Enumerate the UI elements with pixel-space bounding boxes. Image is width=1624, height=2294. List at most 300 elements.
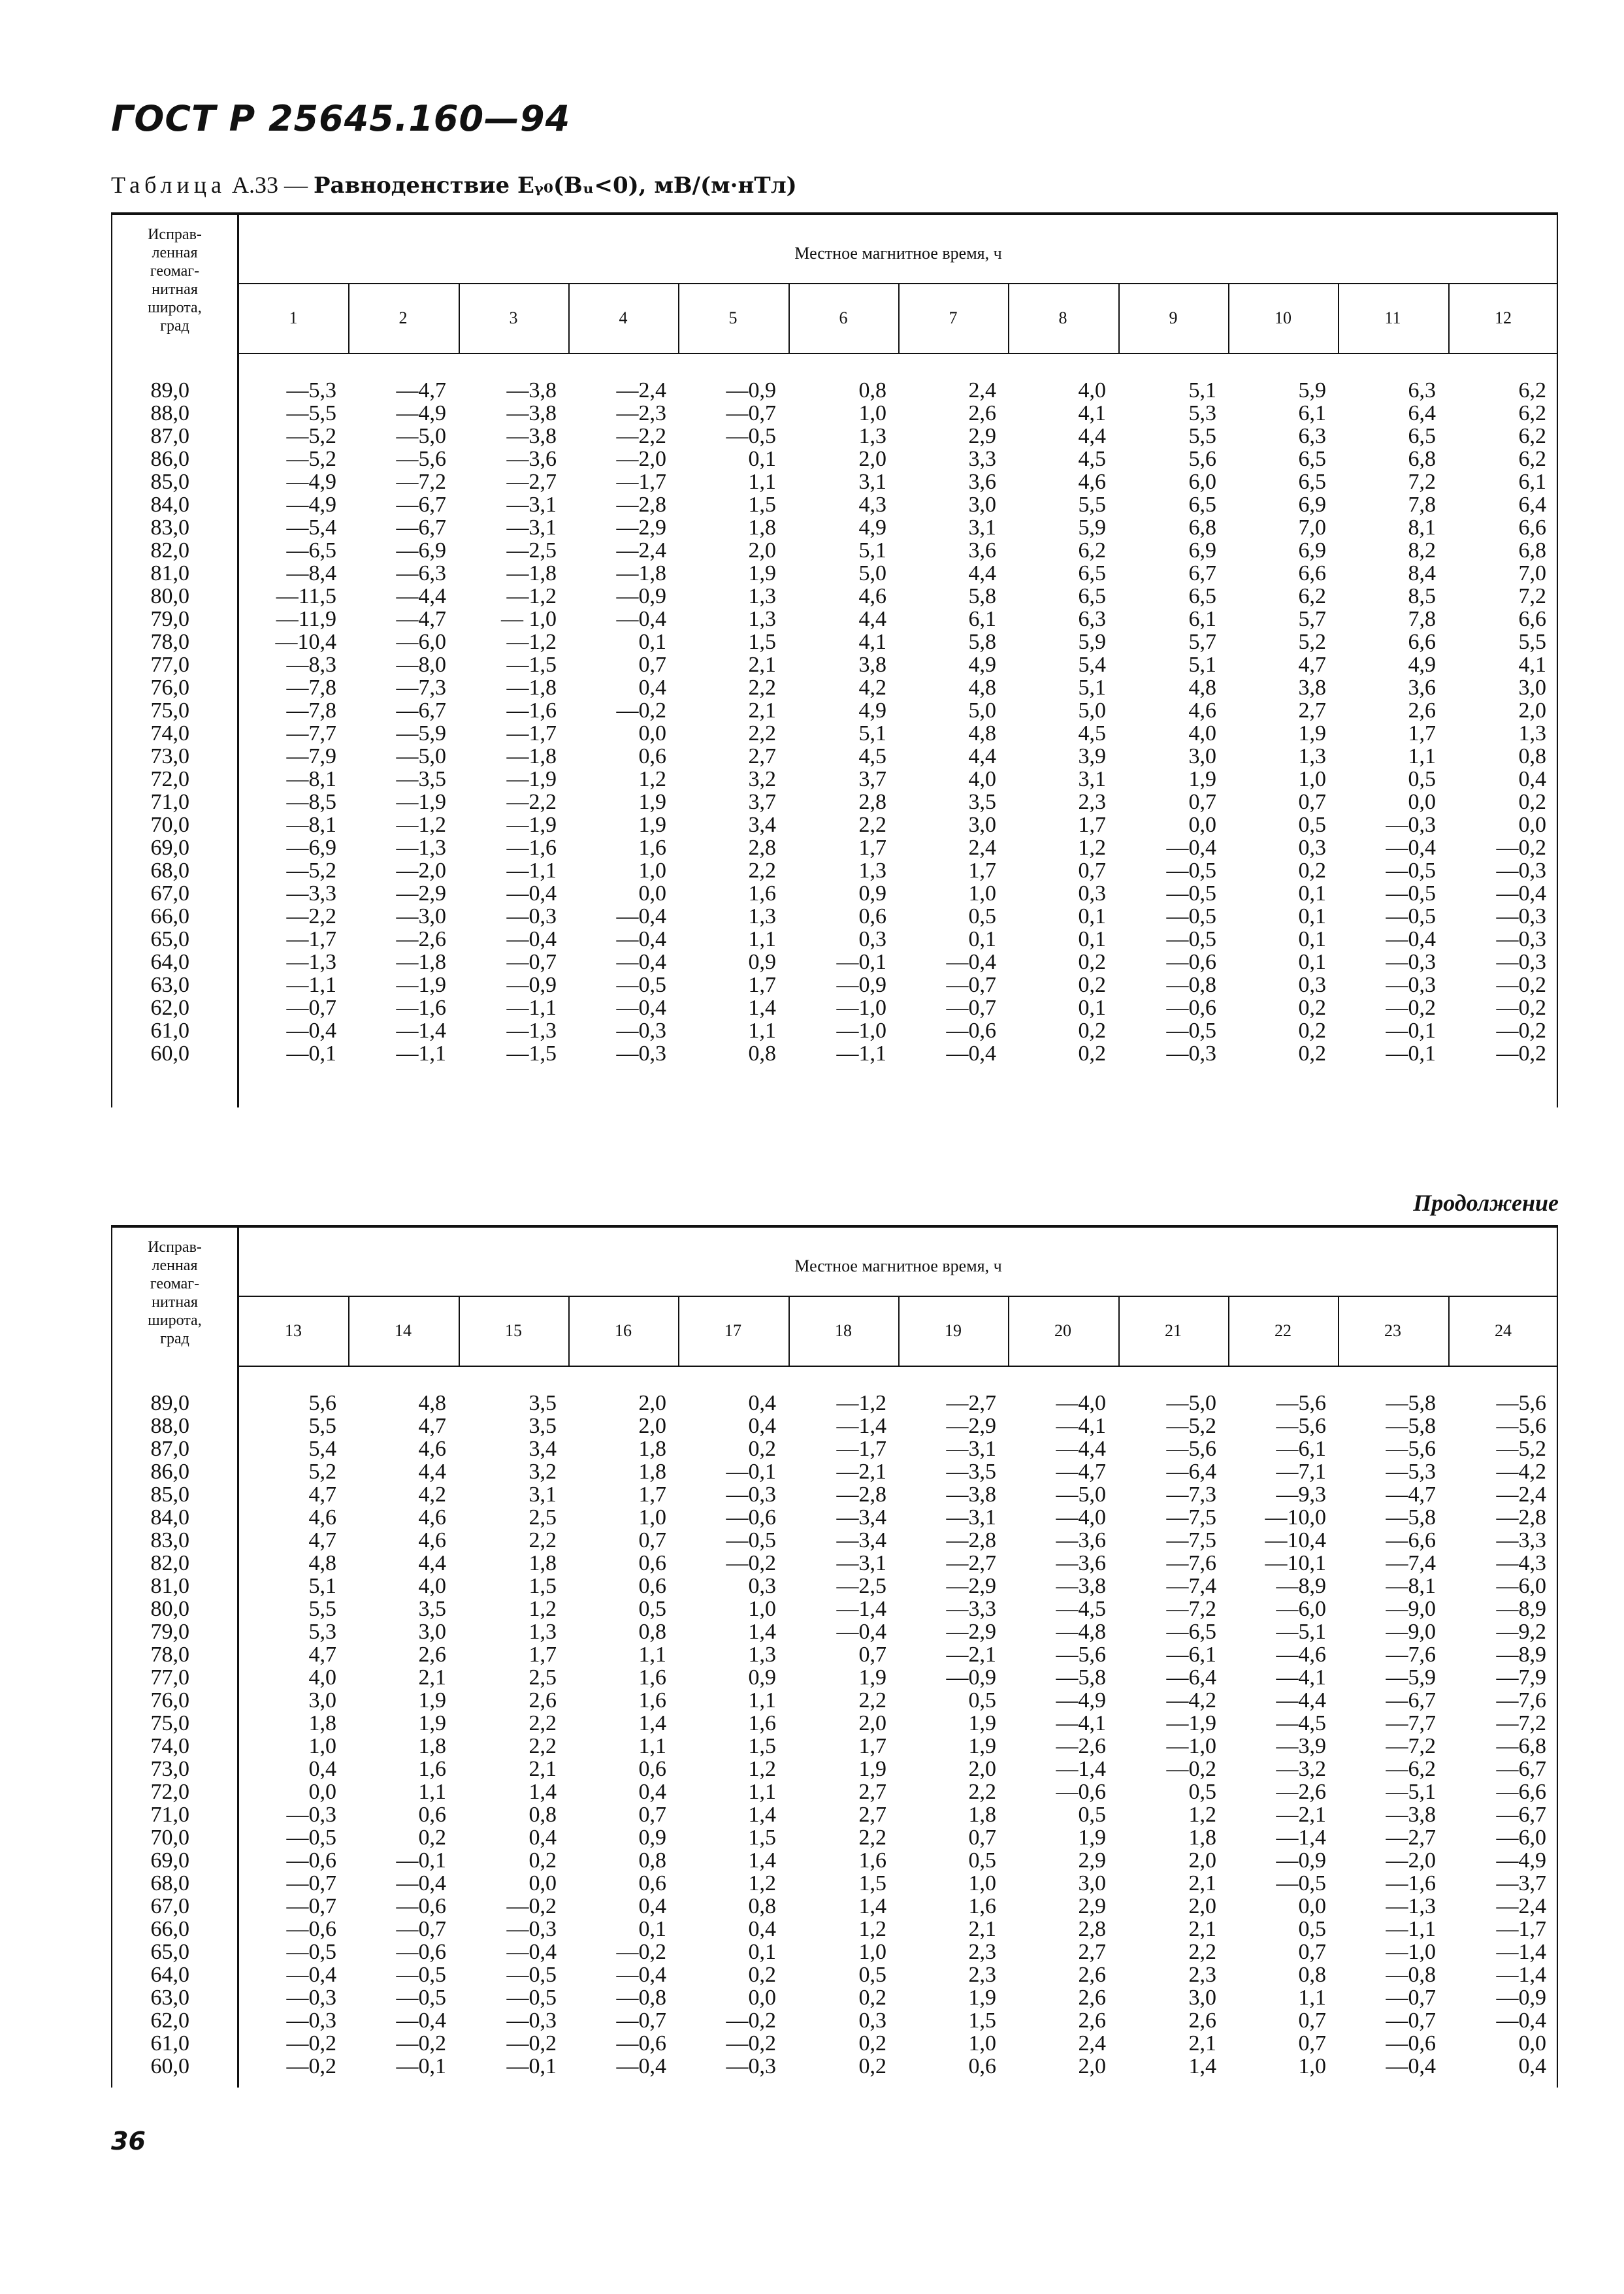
- value-cell: —0,2: [616, 1940, 666, 1964]
- value-column-hour-4: [568, 379, 666, 1065]
- value-cell: 0,2: [528, 1848, 557, 1873]
- value-cell: —1,9: [506, 767, 557, 791]
- value-cell: 6,4: [1408, 401, 1436, 425]
- hour-header-1: 1: [289, 308, 298, 327]
- value-cell: 1,8: [528, 1551, 557, 1575]
- value-cell: 1,2: [748, 1871, 776, 1895]
- value-cell: —0,3: [1496, 904, 1546, 928]
- value-cell: 7,0: [1518, 561, 1546, 585]
- value-cell: —4,2: [1496, 1460, 1546, 1484]
- value-cell: 0,7: [1078, 859, 1106, 883]
- value-cell: 0,1: [1078, 927, 1106, 951]
- value-cell: 5,0: [858, 561, 886, 585]
- value-cell: 2,8: [748, 836, 776, 860]
- value-cell: 2,3: [968, 1963, 996, 1987]
- hour-header-7: 7: [949, 308, 958, 327]
- value-cell: 5,6: [1188, 447, 1216, 471]
- value-cell: 1,1: [748, 1780, 776, 1804]
- value-cell: 1,4: [748, 1620, 776, 1644]
- value-cell: —4,0: [1056, 1505, 1106, 1530]
- value-cell: 1,3: [748, 904, 776, 928]
- hour-header-11: 11: [1384, 308, 1401, 327]
- value-cell: 0,4: [748, 1391, 776, 1415]
- value-cell: —0,9: [506, 973, 557, 997]
- value-cell: —3,3: [1496, 1528, 1546, 1552]
- value-cell: 6,8: [1188, 516, 1216, 540]
- latitude-cell: 61,0: [150, 1019, 189, 1043]
- value-cell: 5,1: [1188, 653, 1216, 677]
- value-cell: —0,3: [286, 2008, 336, 2033]
- value-cell: 5,5: [308, 1597, 336, 1621]
- value-cell: —0,3: [726, 2054, 776, 2078]
- value-cell: 1,9: [1298, 721, 1326, 746]
- table-right-rule: [1557, 1225, 1558, 2088]
- value-cell: —3,8: [506, 424, 557, 448]
- value-cell: —1,0: [836, 1019, 886, 1043]
- value-cell: —1,7: [1496, 1917, 1546, 1941]
- value-cell: 0,2: [748, 1963, 776, 1987]
- value-cell: —0,6: [1166, 950, 1216, 974]
- latitude-cell: 66,0: [150, 904, 189, 928]
- value-cell: —3,1: [506, 493, 557, 517]
- value-cell: 1,4: [748, 1848, 776, 1873]
- value-cell: —1,9: [396, 790, 446, 814]
- value-cell: —0,1: [726, 1460, 776, 1484]
- value-cell: 0,3: [1298, 836, 1326, 860]
- value-cell: 2,4: [1078, 2031, 1106, 2056]
- value-cell: 1,7: [1408, 721, 1436, 746]
- value-cell: 0,4: [748, 1414, 776, 1438]
- value-cell: —3,4: [836, 1505, 886, 1530]
- value-cell: 2,2: [858, 813, 886, 837]
- value-cell: 1,3: [858, 424, 886, 448]
- value-cell: 1,8: [308, 1711, 336, 1735]
- header-bottom-rule: [238, 1366, 1558, 1367]
- value-cell: 5,5: [1078, 493, 1106, 517]
- value-cell: 1,9: [968, 1986, 996, 2010]
- value-cell: 6,3: [1078, 607, 1106, 631]
- value-cell: 0,6: [968, 2054, 996, 2078]
- caption-prefix: Таблица: [111, 172, 226, 198]
- value-cell: 6,3: [1298, 424, 1326, 448]
- value-cell: 0,8: [858, 378, 886, 402]
- value-cell: —0,7: [616, 2008, 666, 2033]
- value-cell: 1,2: [1078, 836, 1106, 860]
- value-cell: 1,4: [528, 1780, 557, 1804]
- value-cell: 2,3: [1078, 790, 1106, 814]
- hour-header-24: 24: [1495, 1321, 1512, 1340]
- hour-header-13: 13: [285, 1321, 302, 1340]
- value-cell: —5,0: [1166, 1391, 1216, 1415]
- value-cell: —0,7: [286, 1871, 336, 1895]
- caption-title: Равноденствие Eᵧ₀(Bᵤ<0), мВ/(м·нТл): [313, 172, 797, 199]
- value-cell: —6,4: [1166, 1665, 1216, 1690]
- value-cell: —2,6: [396, 927, 446, 951]
- latitude-cell: 64,0: [150, 950, 189, 974]
- value-column-hour-16: [568, 1392, 666, 2078]
- value-cell: —2,2: [286, 904, 336, 928]
- value-cell: —2,8: [1496, 1505, 1546, 1530]
- value-cell: 2,1: [1188, 2031, 1216, 2056]
- value-cell: 1,1: [1298, 1986, 1326, 2010]
- value-cell: —0,3: [1496, 950, 1546, 974]
- value-cell: 0,1: [638, 630, 666, 654]
- value-cell: — 1,0: [501, 607, 557, 631]
- value-cell: 0,6: [638, 1871, 666, 1895]
- value-cell: 2,4: [968, 378, 996, 402]
- latitude-values: [111, 379, 189, 1065]
- value-cell: —3,9: [1276, 1734, 1326, 1758]
- value-cell: 7,2: [1518, 584, 1546, 608]
- value-cell: —6,1: [1276, 1437, 1326, 1461]
- value-column-hour-9: [1118, 379, 1216, 1065]
- value-cell: 0,6: [638, 744, 666, 768]
- value-cell: —7,2: [1496, 1711, 1546, 1735]
- value-cell: —0,2: [1386, 996, 1436, 1020]
- value-cell: —7,4: [1166, 1574, 1216, 1598]
- latitude-cell: 67,0: [150, 881, 189, 906]
- latitude-cell: 86,0: [150, 1460, 189, 1484]
- value-cell: 6,2: [1518, 424, 1546, 448]
- value-cell: 0,5: [1298, 1917, 1326, 1941]
- value-cell: —2,9: [946, 1620, 996, 1644]
- value-cell: 1,9: [748, 561, 776, 585]
- value-cell: 0,4: [638, 1894, 666, 1918]
- value-cell: —0,3: [506, 1917, 557, 1941]
- value-cell: 1,3: [748, 1643, 776, 1667]
- value-cell: 5,1: [1188, 378, 1216, 402]
- value-cell: —6,7: [396, 516, 446, 540]
- value-cell: —5,6: [1166, 1437, 1216, 1461]
- value-cell: —4,0: [1056, 1391, 1106, 1415]
- value-cell: —0,2: [1496, 973, 1546, 997]
- value-cell: —0,3: [506, 2008, 557, 2033]
- value-cell: —3,4: [836, 1528, 886, 1552]
- value-cell: —0,3: [1386, 973, 1436, 997]
- value-cell: 5,1: [858, 538, 886, 563]
- value-cell: —8,0: [396, 653, 446, 677]
- hour-header-12: 12: [1495, 308, 1512, 327]
- hour-header-8: 8: [1058, 308, 1067, 327]
- value-column-hour-20: [1008, 1392, 1106, 2078]
- value-cell: —2,7: [506, 470, 557, 494]
- latitude-cell: 79,0: [150, 1620, 189, 1644]
- value-cell: —4,9: [396, 401, 446, 425]
- value-cell: —6,3: [396, 561, 446, 585]
- value-cell: —8,5: [286, 790, 336, 814]
- value-cell: —8,3: [286, 653, 336, 677]
- value-cell: —0,4: [506, 927, 557, 951]
- value-cell: 3,0: [308, 1688, 336, 1712]
- value-cell: 6,5: [1188, 584, 1216, 608]
- value-column-hour-12: [1448, 379, 1546, 1065]
- value-cell: 0,5: [1298, 813, 1326, 837]
- value-cell: —2,9: [946, 1574, 996, 1598]
- value-cell: —3,1: [946, 1505, 996, 1530]
- value-cell: 0,7: [1298, 2008, 1326, 2033]
- value-cell: 8,5: [1408, 584, 1436, 608]
- value-cell: 6,6: [1298, 561, 1326, 585]
- latitude-cell: 61,0: [150, 2031, 189, 2056]
- value-column-hour-8: [1008, 379, 1106, 1065]
- latitude-cell: 89,0: [150, 378, 189, 402]
- value-cell: 0,6: [638, 1551, 666, 1575]
- value-cell: 4,0: [1188, 721, 1216, 746]
- value-cell: —0,7: [286, 996, 336, 1020]
- value-cell: 2,3: [1188, 1963, 1216, 1987]
- value-cell: 1,3: [1518, 721, 1546, 746]
- value-cell: 3,7: [748, 790, 776, 814]
- value-cell: —2,8: [946, 1528, 996, 1552]
- value-cell: 0,1: [638, 1917, 666, 1941]
- value-cell: 4,8: [418, 1391, 446, 1415]
- value-cell: 5,0: [968, 698, 996, 723]
- value-cell: —5,9: [396, 721, 446, 746]
- latitude-header-line: ленная: [152, 1257, 198, 1274]
- hour-header-5: 5: [728, 308, 738, 327]
- value-cell: 4,9: [968, 653, 996, 677]
- hour-header-6: 6: [839, 308, 848, 327]
- value-cell: —4,7: [396, 378, 446, 402]
- value-cell: 5,5: [308, 1414, 336, 1438]
- value-cell: 0,1: [1078, 996, 1106, 1020]
- latitude-cell: 72,0: [150, 767, 189, 791]
- value-cell: 3,5: [528, 1414, 557, 1438]
- latitude-cell: 85,0: [150, 470, 189, 494]
- value-cell: —7,2: [1166, 1597, 1216, 1621]
- value-cell: 2,1: [528, 1757, 557, 1781]
- value-column-hour-10: [1228, 379, 1326, 1065]
- value-cell: —8,4: [286, 561, 336, 585]
- value-cell: —9,0: [1386, 1620, 1436, 1644]
- value-cell: 7,0: [1298, 516, 1326, 540]
- value-cell: 2,6: [968, 401, 996, 425]
- data-table-hours-13-24: [111, 1225, 1558, 2088]
- value-cell: 4,5: [858, 744, 886, 768]
- value-cell: —1,7: [616, 470, 666, 494]
- value-cell: 2,7: [748, 744, 776, 768]
- latitude-cell: 62,0: [150, 996, 189, 1020]
- value-cell: —1,0: [836, 996, 886, 1020]
- value-cell: —2,7: [1386, 1826, 1436, 1850]
- value-cell: 3,6: [968, 470, 996, 494]
- latitude-cell: 73,0: [150, 1757, 189, 1781]
- value-cell: —1,6: [1386, 1871, 1436, 1895]
- value-cell: 1,0: [968, 2031, 996, 2056]
- value-cell: —3,6: [506, 447, 557, 471]
- latitude-cell: 60,0: [150, 1041, 189, 1066]
- latitude-cell: 82,0: [150, 1551, 189, 1575]
- value-cell: 2,2: [528, 1734, 557, 1758]
- value-cell: —0,3: [616, 1019, 666, 1043]
- value-cell: 2,0: [1188, 1894, 1216, 1918]
- value-cell: —2,0: [1386, 1848, 1436, 1873]
- value-cell: 3,0: [1188, 744, 1216, 768]
- latitude-header-line: ленная: [152, 244, 198, 261]
- value-cell: —0,3: [506, 904, 557, 928]
- value-cell: —0,4: [616, 607, 666, 631]
- value-column-hour-13: [238, 1392, 336, 2078]
- value-cell: —2,3: [616, 401, 666, 425]
- value-cell: —0,5: [726, 1528, 776, 1552]
- value-cell: —2,9: [616, 516, 666, 540]
- value-cell: —0,3: [1496, 927, 1546, 951]
- value-cell: 1,0: [638, 1505, 666, 1530]
- value-cell: —0,7: [396, 1917, 446, 1941]
- value-cell: —0,5: [1386, 859, 1436, 883]
- latitude-cell: 76,0: [150, 676, 189, 700]
- value-cell: 6,2: [1518, 401, 1546, 425]
- value-cell: —5,6: [1056, 1643, 1106, 1667]
- value-cell: —2,5: [506, 538, 557, 563]
- value-cell: 3,0: [1078, 1871, 1106, 1895]
- value-cell: 2,6: [1078, 2008, 1106, 2033]
- value-cell: 0,9: [858, 881, 886, 906]
- value-cell: 0,6: [638, 1574, 666, 1598]
- value-cell: 6,9: [1188, 538, 1216, 563]
- value-cell: 7,8: [1408, 493, 1436, 517]
- latitude-cell: 89,0: [150, 1391, 189, 1415]
- value-cell: 1,3: [858, 859, 886, 883]
- value-cell: 1,5: [748, 493, 776, 517]
- latitude-cell: 87,0: [150, 1437, 189, 1461]
- latitude-cell: 63,0: [150, 973, 189, 997]
- value-cell: —5,3: [286, 378, 336, 402]
- value-cell: —0,4: [616, 950, 666, 974]
- value-cell: 5,1: [858, 721, 886, 746]
- value-cell: —8,1: [1386, 1574, 1436, 1598]
- value-cell: —0,3: [1386, 813, 1436, 837]
- value-cell: —0,6: [396, 1894, 446, 1918]
- value-cell: 4,9: [858, 698, 886, 723]
- value-cell: 0,2: [1078, 1019, 1106, 1043]
- value-cell: —0,7: [946, 973, 996, 997]
- value-cell: —7,2: [1386, 1734, 1436, 1758]
- value-cell: —1,8: [396, 950, 446, 974]
- value-cell: 1,2: [1188, 1803, 1216, 1827]
- value-cell: 1,9: [858, 1757, 886, 1781]
- table-top-rule: [111, 1225, 1558, 1228]
- value-cell: —5,2: [286, 447, 336, 471]
- value-cell: —2,7: [946, 1391, 996, 1415]
- value-cell: —0,5: [1166, 927, 1216, 951]
- value-cell: —4,7: [1056, 1460, 1106, 1484]
- value-cell: 0,0: [1518, 813, 1546, 837]
- value-cell: 0,9: [638, 1826, 666, 1850]
- value-column-hour-5: [678, 379, 776, 1065]
- value-cell: 1,0: [1298, 767, 1326, 791]
- value-cell: 2,8: [1078, 1917, 1106, 1941]
- value-cell: —5,6: [396, 447, 446, 471]
- latitude-column-header: [111, 1238, 238, 1348]
- value-cell: —6,0: [1496, 1574, 1546, 1598]
- value-cell: —2,7: [946, 1551, 996, 1575]
- value-cell: —5,6: [1496, 1414, 1546, 1438]
- latitude-cell: 60,0: [150, 2054, 189, 2078]
- value-cell: 4,6: [418, 1505, 446, 1530]
- value-cell: 2,9: [1078, 1894, 1106, 1918]
- value-cell: —0,5: [506, 1963, 557, 1987]
- value-cell: 6,8: [1518, 538, 1546, 563]
- value-cell: 6,5: [1078, 561, 1106, 585]
- value-cell: —0,4: [616, 2054, 666, 2078]
- value-cell: —2,0: [396, 859, 446, 883]
- value-cell: 3,3: [968, 447, 996, 471]
- value-cell: —0,9: [1496, 1986, 1546, 2010]
- latitude-cell: 83,0: [150, 1528, 189, 1552]
- value-cell: 3,2: [528, 1460, 557, 1484]
- value-cell: 6,1: [1518, 470, 1546, 494]
- value-cell: 2,4: [968, 836, 996, 860]
- value-cell: 2,9: [968, 424, 996, 448]
- value-cell: —7,3: [1166, 1483, 1216, 1507]
- value-cell: —4,4: [396, 584, 446, 608]
- value-cell: —0,8: [616, 1986, 666, 2010]
- value-cell: —4,5: [1056, 1597, 1106, 1621]
- value-cell: 5,8: [968, 584, 996, 608]
- value-cell: 8,1: [1408, 516, 1436, 540]
- value-cell: 4,4: [1078, 424, 1106, 448]
- latitude-cell: 73,0: [150, 744, 189, 768]
- value-cell: —2,9: [396, 881, 446, 906]
- value-cell: —2,0: [616, 447, 666, 471]
- value-cell: —3,2: [1276, 1757, 1326, 1781]
- latitude-cell: 63,0: [150, 1986, 189, 2010]
- value-cell: —0,1: [286, 1041, 336, 1066]
- value-cell: 0,3: [748, 1574, 776, 1598]
- value-cell: —0,6: [616, 2031, 666, 2056]
- value-cell: 0,2: [1298, 1041, 1326, 1066]
- value-cell: —1,1: [506, 859, 557, 883]
- value-cell: 3,8: [858, 653, 886, 677]
- latitude-header-line: Исправ-: [148, 1239, 202, 1256]
- value-cell: —3,8: [506, 378, 557, 402]
- value-cell: 4,5: [1078, 447, 1106, 471]
- latitude-cell: 66,0: [150, 1917, 189, 1941]
- value-cell: 2,2: [858, 1826, 886, 1850]
- value-column-hour-19: [898, 1392, 996, 2078]
- value-cell: —5,2: [1166, 1414, 1216, 1438]
- value-cell: 0,4: [528, 1826, 557, 1850]
- value-cell: —7,5: [1166, 1505, 1216, 1530]
- value-cell: —1,3: [1386, 1894, 1436, 1918]
- value-cell: 1,3: [748, 584, 776, 608]
- value-cell: —4,3: [1496, 1551, 1546, 1575]
- value-cell: 1,6: [858, 1848, 886, 1873]
- value-cell: —5,3: [1386, 1460, 1436, 1484]
- value-cell: —6,7: [396, 698, 446, 723]
- value-cell: —8,9: [1496, 1597, 1546, 1621]
- value-cell: —0,4: [616, 927, 666, 951]
- value-cell: —1,2: [506, 630, 557, 654]
- value-cell: —8,1: [286, 767, 336, 791]
- value-cell: —0,2: [1496, 1019, 1546, 1043]
- value-cell: 2,6: [1078, 1986, 1106, 2010]
- value-cell: —8,1: [286, 813, 336, 837]
- value-cell: 2,7: [1078, 1940, 1106, 1964]
- value-cell: 4,4: [858, 607, 886, 631]
- value-cell: —6,5: [1166, 1620, 1216, 1644]
- value-cell: 1,2: [858, 1917, 886, 1941]
- value-cell: —0,6: [1166, 996, 1216, 1020]
- value-cell: —3,6: [1056, 1528, 1106, 1552]
- value-cell: —7,9: [1496, 1665, 1546, 1690]
- value-cell: —4,1: [1056, 1414, 1106, 1438]
- document-header: ГОСТ Р 25645.160—94: [111, 98, 571, 139]
- value-cell: —0,9: [946, 1665, 996, 1690]
- value-cell: —2,6: [1056, 1734, 1106, 1758]
- value-cell: 1,0: [748, 1597, 776, 1621]
